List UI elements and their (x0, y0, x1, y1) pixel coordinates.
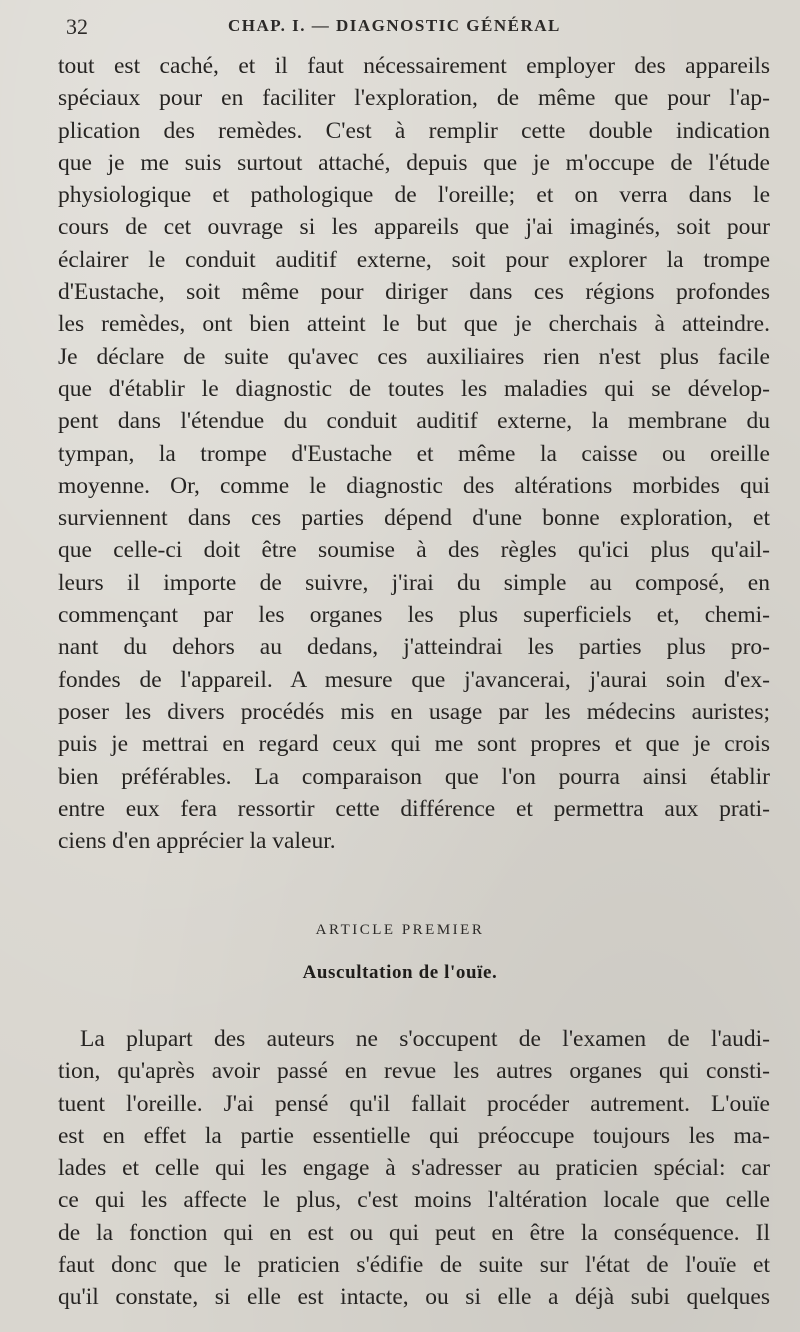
text-line: puis je mettrai en regard ceux qui me sont propres et que je crois (58, 731, 770, 758)
text-line: nant du dehors au dedans, j'atteindrai les parties plus pro- (58, 634, 770, 661)
text-line: est en effet la partie essentielle qui préoccupe toujours les ma- (58, 1122, 770, 1149)
text-line: plication des remèdes. C'est à remplir cette double indication (58, 117, 770, 144)
text-line: d'Eustache, soit même pour diriger dans ces régions profondes (58, 279, 770, 306)
article-title: Auscultation de l'ouïe. (302, 962, 498, 983)
text-line: tuent l'oreille. J'ai pensé qu'il fallait procéder autrement. L'ouïe (58, 1090, 770, 1117)
text-line: faut donc que le praticien s'édifie de suite sur l'état de l'ouïe et (58, 1252, 770, 1279)
text-line: bien préférables. La comparaison que l'on pourra ainsi établir (58, 763, 770, 790)
text-line: qu'il constate, si elle est intacte, ou si elle a déjà subi quelques (58, 1284, 770, 1311)
text-line: éclairer le conduit auditif externe, soit pour explorer la trompe (58, 246, 770, 273)
text-line: spéciaux pour en faciliter l'exploration, de même que pour l'ap- (58, 85, 770, 112)
article-label: ARTICLE PREMIER (315, 922, 485, 938)
text-line: ciens d'en apprécier la valeur. (58, 828, 336, 855)
text-line: entre eux fera ressortir cette différence et permettra aux prati- (58, 795, 770, 822)
running-head (60, 10, 770, 40)
text-line: cours de cet ouvrage si les appareils que j'ai imaginés, soit pour (58, 214, 770, 241)
text-line: tympan, la trompe d'Eustache et même la caisse ou oreille (58, 440, 770, 467)
text-line: que d'établir le diagnostic de toutes les maladies qui se dévelop- (58, 375, 770, 402)
text-line: surviennent dans ces parties dépend d'une bonne exploration, et (58, 505, 770, 532)
text-line: physiologique et pathologique de l'oreille; et on verra dans le (58, 182, 770, 209)
text-line: lades et celle qui les engage à s'adresser au praticien spécial: car (58, 1155, 770, 1182)
paragraph-1 (58, 50, 770, 857)
text-line: les remèdes, ont bien atteint le but que je cherchais à atteindre. (58, 311, 770, 338)
text-line: pent dans l'étendue du conduit auditif externe, la membrane du (58, 408, 770, 435)
text-line: fondes de l'appareil. A mesure que j'avancerai, j'aurai soin d'ex- (58, 666, 770, 693)
text-line: tion, qu'après avoir passé en revue les autres organes qui consti- (58, 1058, 770, 1085)
text-line: poser les divers procédés mis en usage par les médecins auristes; (58, 698, 770, 725)
text-line: que celle-ci doit être soumise à des règles qu'ici plus qu'ail- (58, 537, 770, 564)
text-line: de la fonction qui en est ou qui peut en être la conséquence. Il (58, 1219, 770, 1246)
text-line: tout est caché, et il faut nécessairement employer des appareils (58, 53, 770, 79)
page-number: 32 (66, 14, 88, 39)
text-line: ce qui les affecte le plus, c'est moins l'altération locale que celle (58, 1187, 770, 1214)
chapter-header: CHAP. I. — DIAGNOSTIC GÉNÉRAL (228, 16, 561, 35)
text-line: moyenne. Or, comme le diagnostic des altérations morbides qui (58, 472, 770, 499)
paragraph-2 (58, 1023, 770, 1314)
text-line: que je me suis surtout attaché, depuis que je m'occupe de l'étude (58, 149, 770, 176)
text-line: leurs il importe de suivre, j'irai du simple au composé, en (58, 569, 770, 596)
text-line: La plupart des auteurs ne s'occupent de l'examen de l'audi- (80, 1026, 770, 1052)
text-line: commençant par les organes les plus superficiels et, chemi- (58, 602, 770, 629)
text-line: Je déclare de suite qu'avec ces auxiliaires rien n'est plus facile (58, 343, 770, 370)
